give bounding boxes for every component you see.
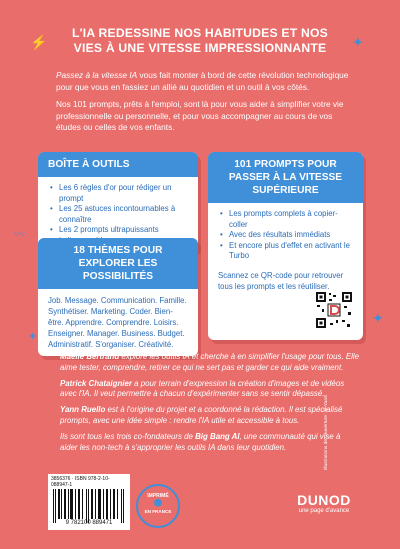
- author-bio: [60, 352, 360, 374]
- badge-top: IMPRIMÉ: [147, 493, 169, 499]
- prompts-card: [208, 152, 363, 340]
- book-title: Passez à la vitesse IA: [56, 70, 138, 80]
- themes-title: 18 THÈMES POUR EXPLORER LES POSSIBILITÉS: [38, 238, 198, 289]
- author-name: Yann Ruello: [60, 405, 106, 415]
- toolbox-card: [38, 152, 198, 252]
- isbn-line: 3856376 · ISBN 978-2-10-088947-1: [51, 476, 110, 488]
- author-name: Patrick Chataignier: [60, 378, 132, 388]
- sparkle-icon: ✦: [28, 331, 38, 343]
- barcode-block: [48, 474, 130, 530]
- themes-card: [38, 238, 198, 356]
- company-name: Big Bang AI: [195, 431, 240, 441]
- author-name: Maëlle Bertrand: [60, 352, 120, 361]
- prompts-item: • Et encore plus d'effet en activant le Turbo: [220, 241, 353, 262]
- illustration-credit: Illustrations de couverture : © YaaS: [324, 394, 329, 470]
- qr-code-icon: [314, 290, 354, 330]
- author-text: est à l'origine du projet et a coordonné la rédaction. Il est spécialisé prompts, avec une idée simple : rendre l'IA utile et accessible à tous.: [60, 405, 343, 425]
- qr-code[interactable]: [314, 290, 354, 330]
- closing-pre: Ils sont tous les trois co-fondateurs de: [60, 431, 196, 441]
- toolbox-item: • Les 25 astuces incontournables à connaître: [50, 204, 188, 225]
- intro-paragraph-2: Nos 101 prompts, prêts à l'emploi, sont là pour vous aider à simplifier votre vie professionnelle ou personnelle, et pour vous accompagner au cours de vos études ou celles de vos enfants.: [56, 99, 344, 133]
- prompts-item: • Les prompts complets à copier-coller: [220, 209, 353, 230]
- badge-bottom: EN FRANCE: [144, 509, 172, 514]
- author-bio: [60, 405, 360, 427]
- scan-text: Scannez ce QR-code pour retrouver tous les prompts et les réutiliser.: [218, 270, 344, 291]
- intro-paragraph-1: [56, 70, 356, 93]
- author-bio: [60, 379, 360, 401]
- toolbox-item: • Les 2 prompts ultrapuissants: [50, 225, 188, 246]
- author-text: explore les outils IA et cherche à en simplifier l'usage pour tous. Elle aime tester, comprendre, retirer ce qui ne sert pas et garder ce qui aide vraiment.: [60, 352, 360, 372]
- publisher-name: DUNOD: [297, 492, 351, 508]
- publisher-logo: [294, 492, 354, 514]
- authors-section: [60, 352, 360, 458]
- toolbox-item: • Les 6 règles d'or pour rédiger un prompt: [50, 183, 188, 204]
- sparkle-icon: 〰: [14, 229, 25, 241]
- printed-in-france-badge: [136, 484, 180, 528]
- closing-post: , une communauté qui vise à aider les non-tech à s'approprier les outils IA dans leur quotidien.: [60, 431, 341, 452]
- barcode-icon: [51, 489, 127, 523]
- intro-text: [56, 70, 356, 140]
- themes-text: Job. Message. Communication. Famille. Synthétiser. Marketing. Coder. Bien-être. Apprendre. Comprendre. Loisirs. Enseigner. Manager. Business. Budget. Administratif. S'organiser. Créativité.: [48, 296, 187, 349]
- france-icon: ⬢: [153, 498, 163, 509]
- cover-title: L'IA REDESSINE NOS HABITUDES ET NOS VIES À UNE VITESSE IMPRESSIONNANTE: [72, 26, 328, 55]
- sparkle-icon: ✦: [372, 310, 384, 326]
- sparkle-icon: ✦: [352, 34, 364, 50]
- publisher-tagline: une page d'avance: [298, 508, 350, 514]
- intro-p1-rest: vous fait monter à bord de cette révolution technologique pour que vous en fassiez un allié au quotidien et un outil à vos côtés.: [56, 70, 349, 92]
- closing-text: [60, 432, 360, 454]
- author-text: a pour terrain d'expression la création d'images et de vidéos avec l'IA. Il veut permettre à chacun d'expérimenter sans se sentir dépassé.: [60, 378, 345, 399]
- barcode-digits: 9 782100 889471: [65, 520, 113, 526]
- toolbox-title: BOÎTE À OUTILS: [38, 152, 198, 177]
- sparkle-icon: ⚡: [30, 34, 48, 50]
- prompts-title: 101 PROMPTS POUR PASSER À LA VITESSE SUPÉRIEURE: [208, 152, 363, 203]
- prompts-item: • Avec des résultats immédiats: [220, 230, 353, 241]
